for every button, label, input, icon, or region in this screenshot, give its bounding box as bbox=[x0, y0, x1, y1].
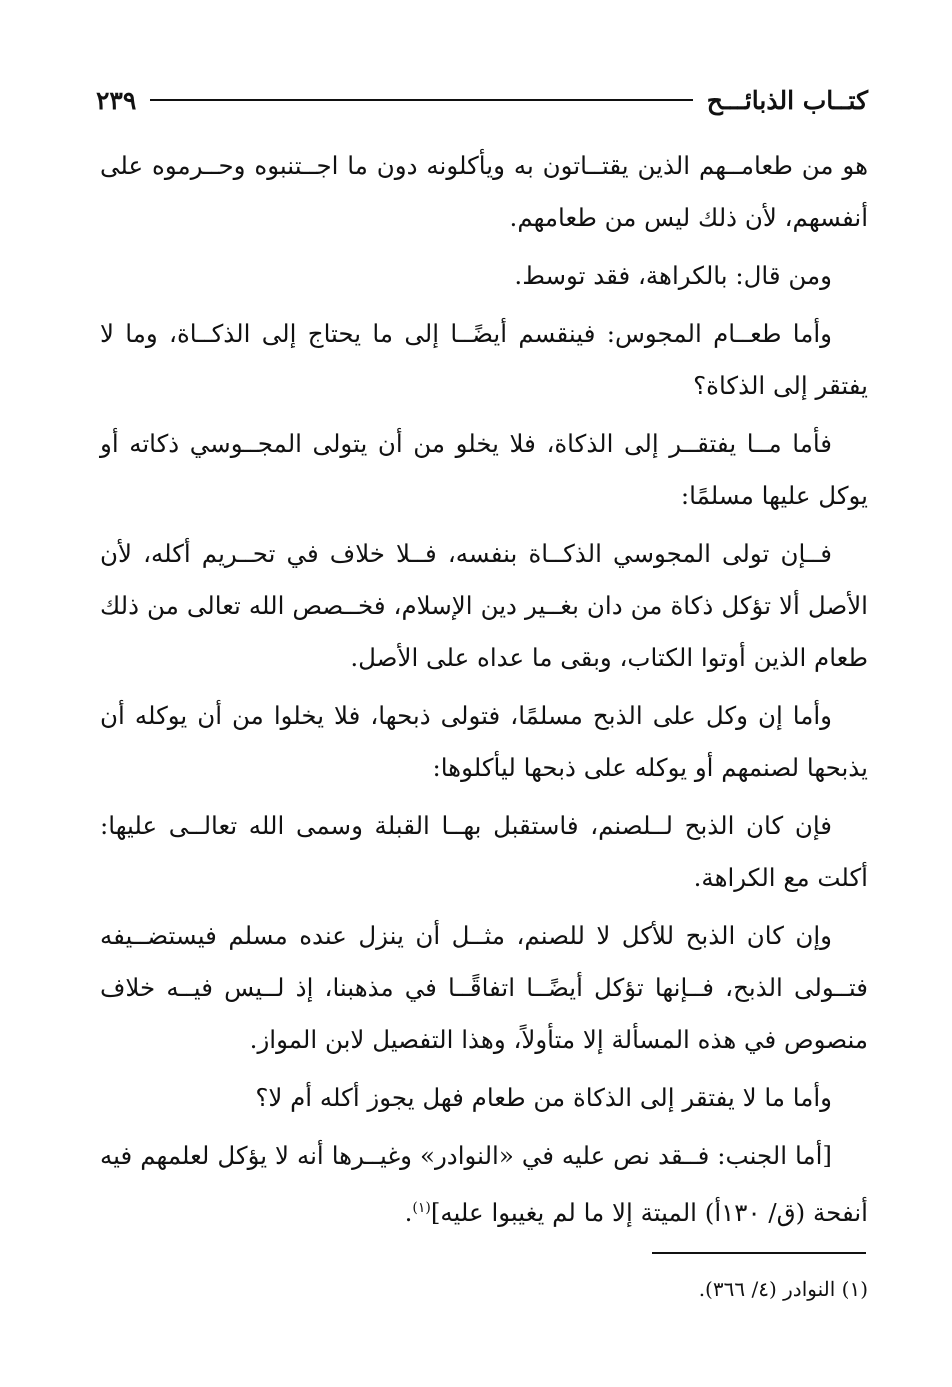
footnote: (١) النوادر (٤/ ٣٦٦). bbox=[698, 1277, 868, 1301]
footnote-marker: (١) bbox=[412, 1200, 431, 1216]
paragraph-6: وأما إن وكل على الذبح مسلمًا، فتولى ذبحها، فلا يخلوا من أن يوكله أن يذبحها لصنمهم أو يوكله على ذبحها ليأكلوها: bbox=[100, 701, 868, 782]
header-rule bbox=[150, 99, 692, 101]
paragraph-10: [أما الجنب: فــقد نص عليه في «النوادر» وغيــرها أنه لا يؤكل لعلمهم فيه أنفحة (ق/ ١٣٠أ) الميتة إلا ما لم يغيبوا عليه]$^{(١)}$. bbox=[100, 1141, 868, 1228]
chapter-title: كتــاب الذبائـــح bbox=[706, 85, 868, 115]
main-text bbox=[100, 140, 868, 1245]
paragraph-7: فإن كان الذبح لــلصنم، فاستقبل بهــا القبلة وسمى الله تعالــى عليها: أكلت مع الكراهة. bbox=[100, 811, 868, 892]
footnote-rule bbox=[652, 1252, 866, 1254]
paragraph-3: وأما طعــام المجوس: فينقسم أيضًــا إلى ما يحتاج إلى الذكــاة، وما لا يفتقر إلى الذكاة؟ bbox=[100, 319, 868, 400]
paragraph-9: وأما ما لا يفتقر إلى الذكاة من طعام فهل يجوز أكله أم لا؟ bbox=[255, 1083, 832, 1112]
paragraph-4: فأما مــا يفتقــر إلى الذكاة، فلا يخلو من أن يتولى المجــوسي ذكاته أو يوكل عليها مسلمًا: bbox=[100, 429, 868, 510]
page-number: ٢٣٩ bbox=[96, 85, 137, 115]
paragraph-5: فــإن تولى المجوسي الذكــاة بنفسه، فــلا خلاف في تحــريم أكله، لأن الأصل ألا تؤكل ذكاة من دان بغــير دين الإسلام، فخــصص الله تعالى من ذلك طعام الذين أوتوا الكتاب، وبقى ما عداه على الأصل. bbox=[100, 539, 868, 672]
paragraph-8: وإن كان الذبح للأكل لا للصنم، مثــل أن ينزل عنده مسلم فيستضــيفه فتــولى الذبح، فــإنها تؤكل أيضًــا اتفاقًــا في مذهبنا، إذ لــيس فيــه خلاف منصوص في هذه المسألة إلا متأولاً، وهذا التفصيل لابن المواز. bbox=[100, 921, 868, 1054]
paragraph-2: ومن قال: بالكراهة، فقد توسط. bbox=[514, 261, 832, 290]
paragraph-1: هو من طعامــهم الذين يقتــاتون به ويأكلونه دون ما اجــتنبوه وحــرموه على أنفسهم، لأن ذلك ليس من طعامهم. bbox=[100, 151, 868, 232]
paragraph-10-text: [أما الجنب: فــقد نص عليه في «النوادر» وغيــرها أنه لا يؤكل لعلمهم فيه أنفحة (ق/ ١٣٠أ) الميتة إلا ما لم يغيبوا عليه] bbox=[100, 1141, 868, 1228]
page-header bbox=[96, 80, 868, 120]
